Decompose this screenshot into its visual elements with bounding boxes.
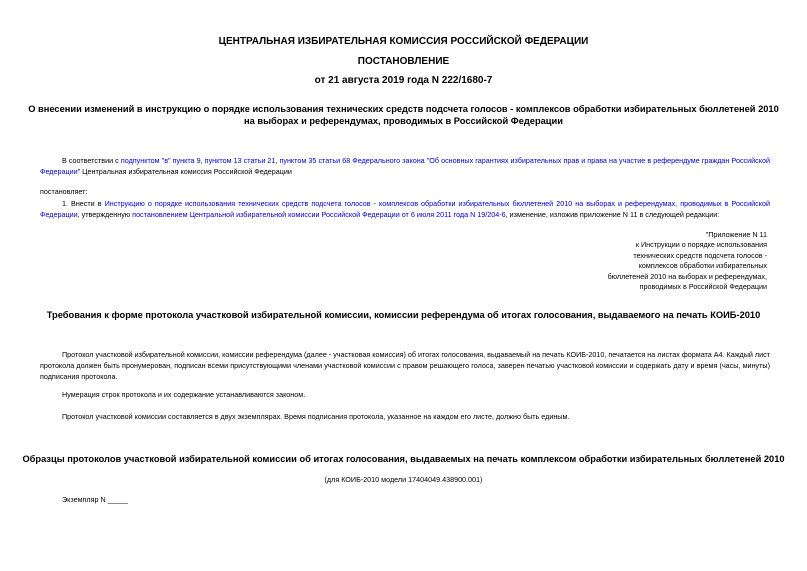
requirements-paragraph-2: Нумерация строк протокола и их содержание устанавливаются законом. — [62, 390, 306, 399]
federal-law-link[interactable]: подпунктом "в" пункта 9, пунктом 13 статьи 21, пунктом 35 статьи 68 Федерального закона "Об основных гарантиях избирательных прав и права на участие в референдуме граждан Российской Федерации" — [40, 156, 770, 176]
item-1-prefix: 1. Внести в — [62, 199, 105, 208]
requirements-heading: Требования к форме протокола участковой избирательной комиссии, комиссии референдума об итогах голосования, выдаваемого на печать КОИБ-2010 — [46, 310, 761, 320]
date-number-heading: от 21 августа 2019 года N 222/1680-7 — [314, 75, 493, 86]
authority-heading: ЦЕНТРАЛЬНАЯ ИЗБИРАТЕЛЬНАЯ КОМИССИЯ РОССИЙСКОЙ ФЕДЕРАЦИИ — [218, 36, 589, 47]
title-line-2: на выборах и референдумах, проводимых в Российской Федерации — [244, 116, 563, 126]
item-1-middle: , утвержденную — [77, 210, 133, 219]
preamble-paragraph — [40, 155, 770, 177]
requirements-paragraph-1: Протокол участковой избирательной комиссии, комиссии референдума (далее - участковая комиссия) об итогах голосования, выдаваемый на печать КОИБ-2010, печатается на листах формата А4. Каждый лист протокола должен быть пронумерован, подписан всеми присутствующими членами участковой комиссии с правом решающего голоса, заверен печатью участковой комиссии и содержать дату и время (часы, минуты) подписания протокола. — [40, 350, 770, 381]
item-1-suffix: , изменение, изложив приложение N 11 в следующей редакции: — [505, 210, 720, 219]
appendix-line-4: комплексов обработки избирательных — [638, 261, 767, 271]
requirements-paragraph-3: Протокол участковой комиссии составляется в двух экземплярах. Время подписания протокола, указанное на каждом его листе, должно быть единым. — [62, 412, 570, 421]
item-1-paragraph — [40, 198, 770, 220]
appendix-line-2: к Инструкции о порядке использования — [635, 240, 767, 250]
doc-type-heading: ПОСТАНОВЛЕНИЕ — [357, 56, 450, 67]
decides-text: постановляет: — [40, 187, 88, 196]
resolution-link[interactable]: постановлением Центральной избирательной комиссии Российской Федерации от 6 июля 2011 года N 19/204-6 — [132, 210, 506, 219]
appendix-line-1: "Приложение N 11 — [705, 230, 767, 239]
appendix-line-6: проводимых в Российской Федерации — [639, 282, 767, 292]
samples-model-note: (для КОИБ-2010 модели 17404049.438900.001) — [324, 475, 483, 484]
copy-number: Экземпляр N _____ — [62, 495, 128, 504]
appendix-reference — [547, 230, 767, 292]
title-line-1: О внесении изменений в инструкцию о порядке использования технических средств подсчета голосов - комплексов обработки избирательных бюллетеней 2010 — [28, 104, 779, 114]
appendix-line-3: технических средств подсчета голосов - — [633, 250, 767, 260]
preamble-prefix: В соответствии с — [62, 156, 121, 165]
instruction-link[interactable]: Инструкцию о порядке использования технических средств подсчета голосов - комплексов обработки избирательных бюллетеней 2010 на выборах и референдумах, проводимых в Российской Федерации — [40, 199, 770, 219]
preamble-suffix: Центральная избирательная комиссия Российской Федерации — [80, 167, 292, 176]
appendix-line-5: бюллетеней 2010 на выборах и референдумах, — [607, 271, 767, 281]
samples-heading: Образцы протоколов участковой избирательной комиссии об итогах голосования, выдаваемых на печать комплексом обработки избирательных бюллетеней 2010 — [22, 454, 785, 464]
